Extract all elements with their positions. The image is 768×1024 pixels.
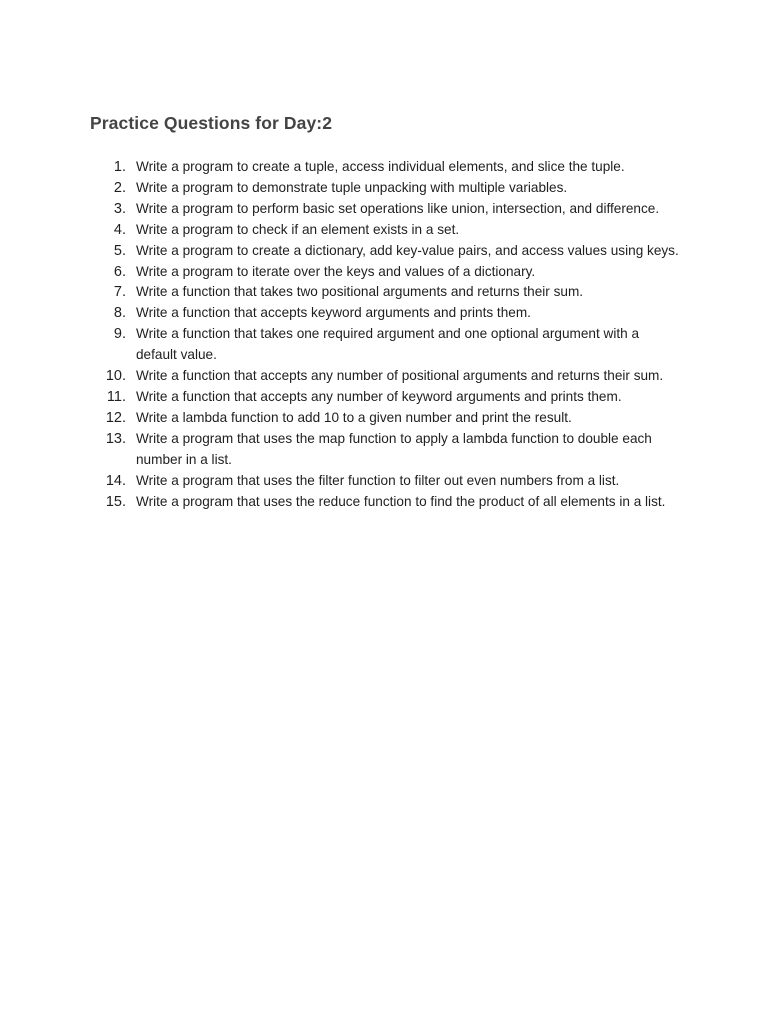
question-number: 1. — [113, 159, 126, 175]
question-item-5 — [0, 241, 681, 262]
question-item-3 — [0, 199, 681, 220]
question-item-14 — [0, 471, 681, 492]
question-number: 9. — [113, 326, 126, 343]
question-item-11 — [0, 387, 681, 408]
question-item-13 — [0, 429, 681, 471]
question-text: Write a program that uses the filter function to filter out even numbers from a list. — [136, 472, 620, 488]
question-item-15 — [0, 492, 681, 513]
question-number: 14. — [105, 472, 126, 489]
question-text: Write a program to check if an element exists in a set. — [136, 221, 460, 237]
question-text: Write a function that accepts any number of positional arguments and returns their sum. — [136, 368, 664, 384]
question-list — [0, 157, 768, 512]
question-text: Write a lambda function to add 10 to a given number and print the result. — [136, 409, 572, 425]
question-number: 3. — [113, 200, 126, 217]
question-text: Write a program to create a tuple, access individual elements, and slice the tuple. — [136, 159, 625, 174]
question-text: Write a program to iterate over the keys and values of a dictionary. — [136, 263, 536, 279]
question-item-8 — [0, 303, 681, 324]
question-text: Write a function that accepts keyword arguments and prints them. — [136, 305, 531, 321]
question-number: 2. — [113, 179, 126, 196]
question-item-1 — [0, 157, 681, 178]
question-number: 12. — [105, 409, 126, 426]
question-text: Write a program to perform basic set operations like union, intersection, and difference. — [136, 200, 660, 216]
question-item-4 — [0, 220, 681, 241]
question-number: 13. — [105, 430, 126, 447]
question-text: Write a program to demonstrate tuple unpacking with multiple variables. — [136, 179, 568, 195]
question-number: 10. — [105, 368, 126, 385]
question-item-7 — [0, 282, 681, 303]
question-item-10 — [0, 366, 681, 387]
question-text: Write a program that uses the reduce function to find the product of all elements in a list. — [136, 493, 666, 509]
question-number: 15. — [105, 493, 126, 510]
question-number: 11. — [106, 388, 126, 405]
question-item-6 — [0, 262, 681, 283]
question-number: 7. — [113, 284, 126, 301]
question-text: Write a program to create a dictionary, add key-value pairs, and access values using keys. — [136, 242, 679, 258]
question-number: 5. — [113, 242, 126, 259]
question-text: Write a function that takes two positional arguments and returns their sum. — [136, 284, 584, 300]
question-text: Write a program that uses the map function to apply a lambda function to double each number in a list. — [136, 430, 652, 467]
question-number: 4. — [113, 221, 126, 238]
question-item-12 — [0, 408, 681, 429]
question-number: 6. — [113, 263, 126, 280]
question-text: Write a function that accepts any number of keyword arguments and prints them. — [136, 388, 622, 404]
question-text: Write a function that takes one required argument and one optional argument with a default value. — [136, 326, 640, 363]
question-item-2 — [0, 178, 681, 199]
page-title: Practice Questions for Day:2 — [90, 113, 333, 133]
question-item-9 — [0, 324, 681, 366]
question-number: 8. — [113, 305, 126, 322]
